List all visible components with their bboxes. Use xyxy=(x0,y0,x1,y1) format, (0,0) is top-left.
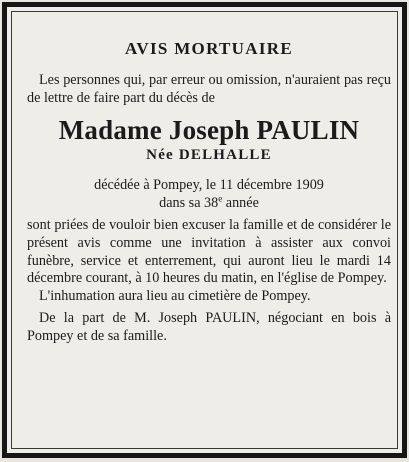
intro-paragraph: Les personnes qui, par erreur ou omission, n'auraient pas reçu de lettre de faire part du décès de xyxy=(27,72,391,106)
age-line-prefix: dans sa 38 xyxy=(159,194,219,211)
notice-title: AVIS MORTUAIRE xyxy=(125,39,293,58)
age-line-superscript: e xyxy=(218,193,223,204)
death-date-line: décédée à Pompey, le 11 décembre 1909 xyxy=(94,177,324,194)
maiden-name: Née DELHALLE xyxy=(146,147,272,164)
deceased-name: Madame Joseph PAULIN xyxy=(58,115,360,146)
signature-paragraph: De la part de M. Joseph PAULIN, négociant en bois à Pompey et de sa famille. xyxy=(27,310,391,344)
burial-paragraph: L'inhumation aura lieu au cimetière de Pompey. xyxy=(39,287,311,304)
request-paragraph: sont priées de vouloir bien excuser la famille et de considérer le présent avis comme une invitation à assister aux convoi funèbre, service et enterrement, qui auront lieu le mardi 14 décembre courant, à 10 heures du matin, en l'église de Pompey. xyxy=(27,217,391,287)
age-line xyxy=(27,195,391,213)
notice-content xyxy=(27,39,391,346)
age-line-suffix: année xyxy=(222,194,259,211)
notice-border xyxy=(2,2,407,458)
